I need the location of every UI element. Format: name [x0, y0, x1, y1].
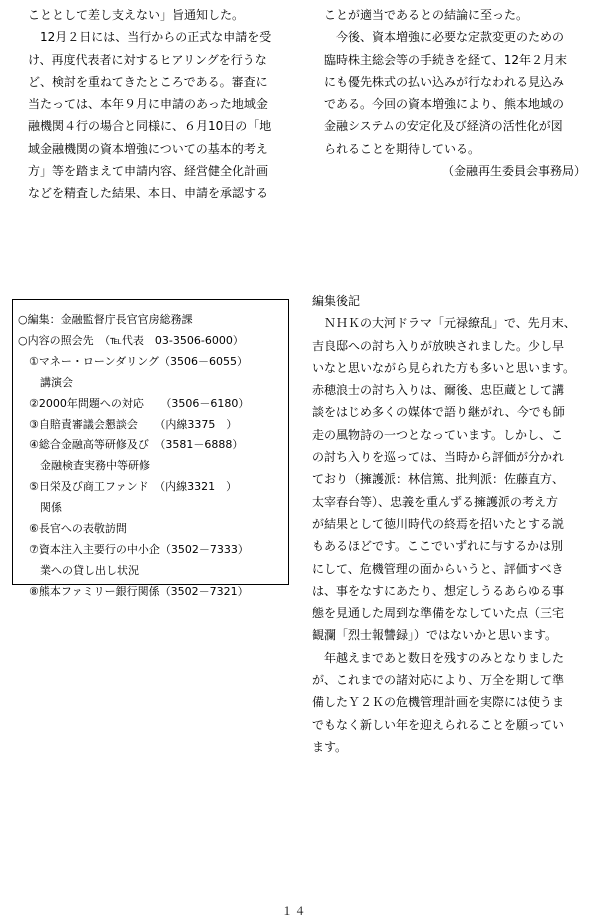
editor-line: もあるほどです。ここでいずれに与するかは別 [312, 539, 564, 554]
right-column-article [324, 4, 586, 182]
editor-line: 態を見通した周到な準備をなしていた点（三宅 [312, 606, 565, 621]
article-line: にも優先株式の払い込みが行なわれる見込み [324, 74, 565, 89]
article-line: 臨時株主総会等の手続きを経て、12年２月末 [324, 52, 568, 67]
editor-line: いなと思いながら見られた方も多いと思います。 [312, 360, 576, 375]
editor-heading: 編集後記 [312, 294, 361, 308]
editor-line: が結果として徳川時代の終焉を招いたとする説 [312, 516, 565, 531]
article-signature: （金融再生委員会事務局） [441, 164, 586, 179]
editor-line: は、事をなすにあたり、想定しうるあらゆる事 [312, 583, 565, 598]
left-column-article [28, 4, 290, 205]
article-line: 今後、資本増強に必要な定款変更のための [324, 30, 565, 45]
editor-line: でもなく新しい年を迎えられることを願ってい [312, 717, 565, 732]
info-line: ○内容の照会先 （℡代表 03-3506-6000） [18, 333, 244, 347]
info-line: ⑦資本注入主要行の中小企（3502－7333） [18, 542, 249, 556]
editorial-info-box [12, 299, 289, 598]
editor-line: 談をはじめ多くの媒体で語り継がれ、今でも師 [312, 405, 565, 420]
editor-line: 年越えまであと数日を残すのみとなりました [312, 650, 565, 665]
info-line: ②2000年問題への対応 （3506－6180） [18, 396, 250, 410]
info-line: 業への貸し出し状況 [18, 563, 139, 577]
info-line: 金融検査実務中等研修 [18, 459, 150, 473]
article-line: こととして差し支えない」旨通知した。 [28, 8, 245, 22]
editor-line: ており（擁護派：林信篤、批判派：佐藤直方、 [312, 472, 565, 487]
info-line: 講演会 [18, 375, 73, 389]
article-line: 域金融機関の資本増強についての基本的考え [28, 141, 268, 156]
info-line: 関係 [18, 501, 62, 515]
article-line: ことが適当であるとの結論に至った。 [324, 8, 529, 22]
editor-line: 備したＹ２Ｋの危機管理計画を実際には使うま [312, 695, 565, 710]
info-line: ⑧熊本ファミリー銀行関係（3502－7321） [18, 584, 249, 598]
editor-line: 観瀾「烈士報讐録」）ではないかと思います。 [312, 628, 558, 643]
editor-line: の討ち入りを巡っては、当時から評価が分かれ [312, 450, 565, 465]
editor-line: 太宰春台等）、忠義を重んずる擁護派の考え方 [312, 494, 559, 509]
article-line: ど、検討を重ねてきたところである。審査に [28, 74, 268, 89]
info-line: ⑤日栄及び商工ファンド （内線3321 ） [18, 480, 238, 494]
editor-line: 吉良邸への討ち入りが放映されました。少し早 [312, 338, 565, 353]
info-line: ③自賠責審議会懇談会 （内線3375 ） [18, 417, 238, 431]
info-line: ④総合金融高等研修及び （3581－6888） [18, 438, 244, 452]
article-line: け、再度代表者に対するヒアリングを行うな [28, 52, 267, 67]
article-line: 当たっては、本年９月に申請のあった地域金 [28, 97, 268, 112]
article-line: 12月２日には、当行からの正式な申請を受 [28, 30, 272, 45]
editor-line: 赤穂浪士の討ち入りは、爾後、忠臣蔵として講 [312, 383, 565, 398]
article-line: 融機関４行の場合と同様に、６月10日の「地 [28, 119, 272, 134]
editor-postscript [312, 290, 588, 758]
article-line: 方」等を踏まえて申請内容、経営健全化計画 [28, 164, 269, 179]
editor-line: ます。 [312, 739, 348, 754]
article-line: られることを期待している。 [324, 141, 481, 156]
info-line: ⑥長官への表敬訪問 [18, 522, 127, 536]
page-number: １４ [281, 905, 308, 918]
info-line: ○編集：金融監督庁長官官房総務課 [18, 313, 193, 326]
article-line: である。今回の資本増強により、熊本地域の [324, 97, 565, 112]
editor-line: ＮＨＫの大河ドラマ「元禄繚乱」で、先月末、 [312, 316, 576, 331]
editor-line: が、これまでの諸対応により、万全を期して準 [312, 673, 565, 688]
article-line: などを精査した結果、本日、申請を承認する [28, 186, 269, 201]
info-line: ①マネー・ローンダリング（3506－6055） [18, 354, 248, 368]
editor-line: にして、危機管理の面からいうと、評価すべき [312, 561, 564, 576]
editor-line: 走の風物詩の一つとなっています。しかし、こ [312, 427, 564, 442]
article-line: 金融システムの安定化及び経済の活性化が図 [324, 119, 563, 134]
